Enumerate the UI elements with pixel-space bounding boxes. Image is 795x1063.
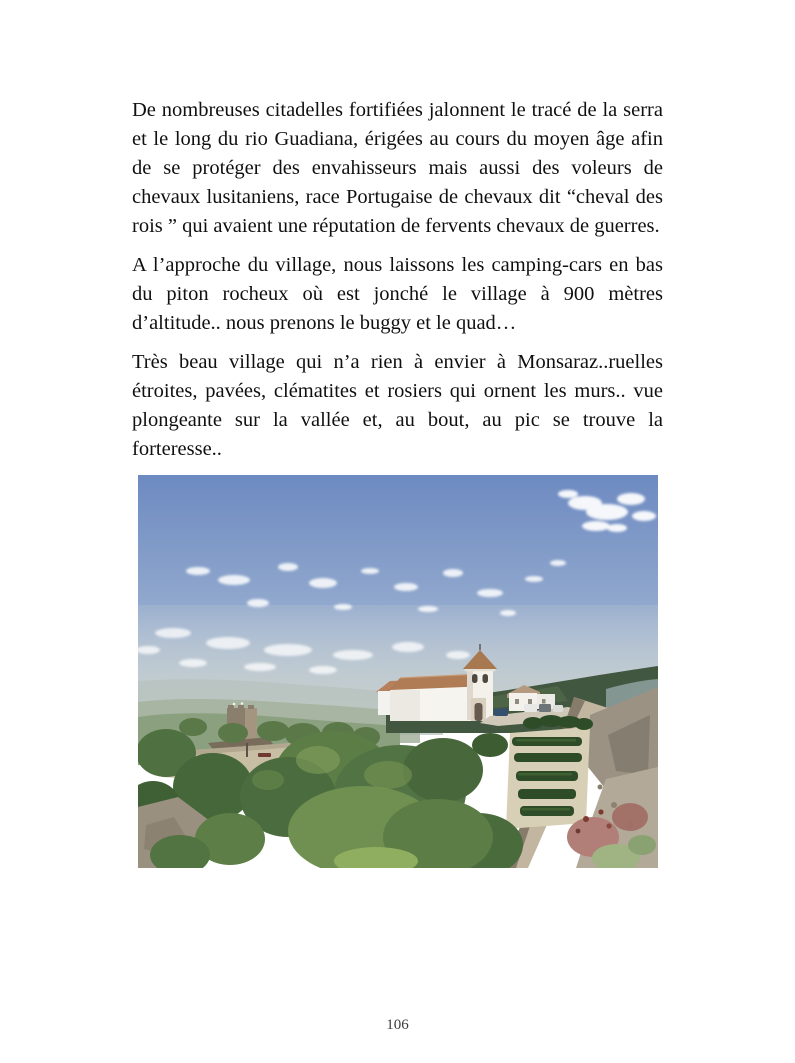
portal-door xyxy=(474,703,482,721)
page-number: 106 xyxy=(386,1017,409,1033)
text-block xyxy=(132,96,663,868)
village-photo xyxy=(138,475,658,868)
paragraph-approche-village: A l’approche du village, nous laissons les camping-cars en bas du piton rocheux où est jonché le village à 900 mètres d’altitude.. nous prenons le buggy et le quad… xyxy=(132,254,663,334)
tower-finial xyxy=(479,644,480,650)
paragraph-citadelles: De nombreuses citadelles fortifiées jalonnent le tracé de la serra et le long du rio Guadiana, érigées au cours du moyen âge afin de se protéger des envahisseurs mais aussi des voleurs de chevaux lusitaniens, race Portugaise de chevaux dit “cheval des rois ” qui avaient une réputation de fervents chevaux de guerres. xyxy=(132,99,663,237)
nave-shade xyxy=(390,690,420,721)
paragraph-tres-beau-village: Très beau village qui n’a rien à envier à Monsaraz..ruelles étroites, pavées, clématites et rosiers qui ornent les murs.. vue plongeante sur la vallée et, au bout, au pic se trouve la forteresse.. xyxy=(132,351,663,460)
village-photo-scene xyxy=(138,475,658,868)
bell-opening-right xyxy=(482,674,488,683)
bell-opening-left xyxy=(472,674,478,683)
